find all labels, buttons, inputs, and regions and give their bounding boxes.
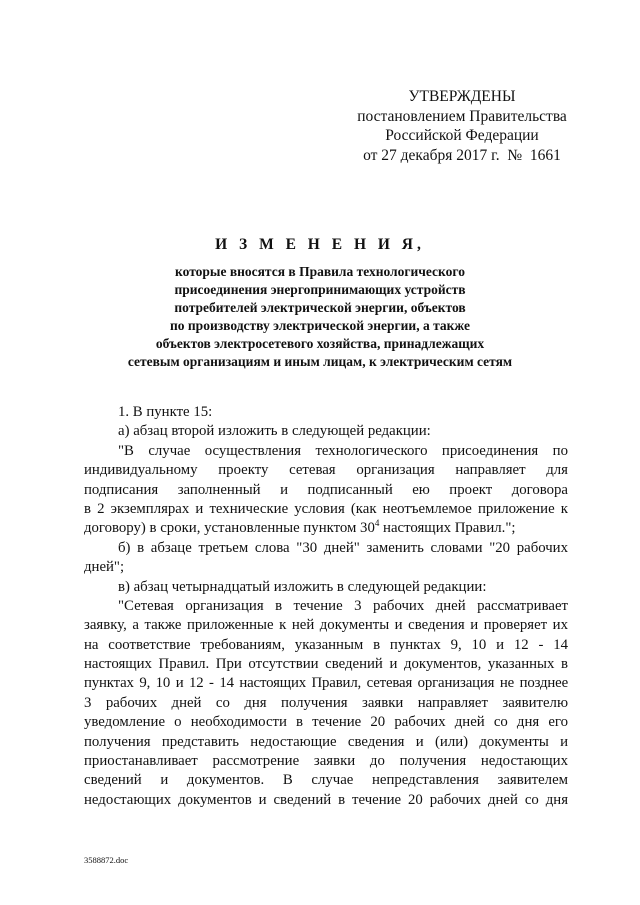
- subtitle-line: по производству электрической энергии, а также: [170, 318, 470, 333]
- subtitle-line: потребителей электрической энергии, объектов: [174, 300, 466, 315]
- document-subtitle: [70, 263, 570, 371]
- body-line: настоящих Правил. При отсутствии сведений и документов, указанных в: [84, 656, 568, 673]
- subtitle-line: которые вносятся в Правила технологического: [175, 264, 465, 279]
- document-heading: И З М Е Н Е Н И Я,: [215, 236, 425, 253]
- body-line: на соответствие требованиям, указанным в пунктах 9, 10 и 12 - 14: [84, 636, 568, 653]
- body-line: недостающих документов и сведений в течение 20 рабочих дней со дня: [84, 791, 568, 808]
- subtitle-line: объектов электросетевого хозяйства, принадлежащих: [155, 336, 485, 351]
- body-line: [84, 519, 568, 538]
- approval-line: постановлением Правительства: [357, 107, 567, 125]
- body-text: договору) в сроки, установленные пунктом 30: [84, 520, 375, 537]
- body-line: 3 рабочих дней со дня получения заявки направляет заявителю: [84, 694, 568, 711]
- document-body: [84, 403, 568, 810]
- body-line: индивидуальному проекту сетевая организация направляет для: [84, 462, 568, 479]
- body-line: дней";: [84, 559, 125, 576]
- body-line: заявку, а также приложенные к ней документы и сведения и проверяет их: [84, 617, 568, 634]
- body-line: в 2 экземплярах и технические условия (как неотъемлемое приложение к: [84, 500, 568, 517]
- body-line: "В случае осуществления технологического присоединения по: [118, 442, 568, 459]
- body-line: приостанавливает рассмотрение заявки до получения недостающих: [84, 753, 568, 770]
- approval-title: УТВЕРЖДЕНЫ: [408, 88, 516, 105]
- body-line: б) в абзаце третьем слова "30 дней" заменить словами "20 рабочих: [118, 539, 568, 556]
- approval-block: [356, 87, 568, 165]
- body-line: пунктах 9, 10 и 12 - 14 настоящих Правил, сетевая организация не позднее: [84, 675, 568, 692]
- subtitle-line: сетевым организациям и иным лицам, к электрическим сетям: [127, 354, 513, 369]
- approval-line: Российской Федерации: [385, 127, 539, 144]
- superscript: 4: [374, 518, 380, 529]
- body-text: настоящих Правил.";: [379, 520, 516, 537]
- body-line: получения представить недостающие сведения и (или) документы и: [84, 733, 568, 750]
- body-line: в) абзац четырнадцатый изложить в следующей редакции:: [118, 578, 487, 595]
- body-line: уведомление о необходимости в течение 20 рабочих дней со дня его: [84, 714, 568, 731]
- body-line: сведений и документов. В случае непредставления заявителем: [84, 772, 568, 789]
- body-line: подписания заполненный и подписанный ею проект договора: [84, 481, 568, 498]
- approval-date-number: от 27 декабря 2017 г. № 1661: [363, 146, 561, 164]
- body-line: 1. В пункте 15:: [118, 404, 213, 420]
- file-name-footer: 3588872.doc: [84, 855, 129, 865]
- subtitle-line: присоединения энергопринимающих устройств: [174, 282, 466, 297]
- body-line: а) абзац второй изложить в следующей редакции:: [118, 423, 431, 440]
- body-line: "Сетевая организация в течение 3 рабочих дней рассматривает: [118, 597, 568, 614]
